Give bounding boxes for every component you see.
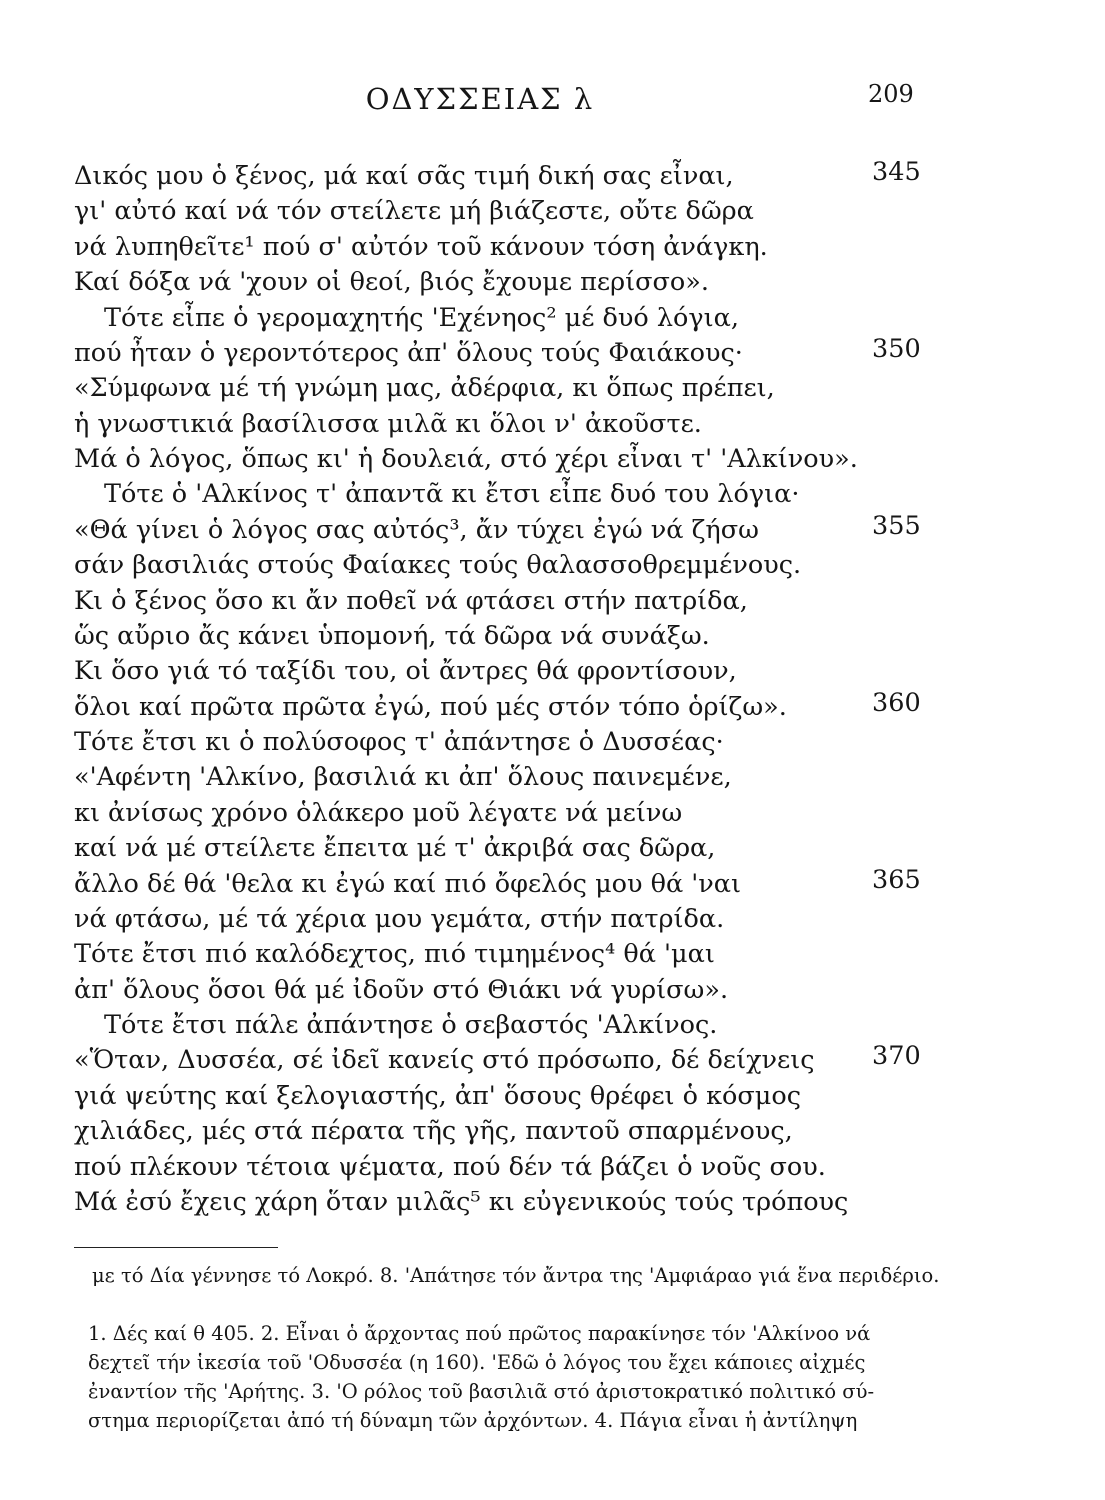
verse-line: ἀπ' ὅλους ὅσοι θά μέ ἰδοῦν στό Θιάκι νά γυρίσω». xyxy=(74,974,729,1005)
line-number: 350 xyxy=(872,333,921,364)
verse-line: ὥς αὔριο ἄς κάνει ὑπομονή, τά δῶρα νά συνάξω. xyxy=(74,620,710,651)
line-number: 370 xyxy=(872,1041,921,1072)
verse-line: Δικός μου ὁ ξένος, μά καί σᾶς τιμή δική σας εἶναι, xyxy=(74,161,734,191)
page-number: 209 xyxy=(868,80,914,108)
verse-line: νά φτάσω, μέ τά χέρια μου γεμάτα, στήν πατρίδα. xyxy=(74,903,725,934)
verse-line: Τότε ἔτσι κι ὁ πολύσοφος τ' ἀπάντησε ὁ Δυσσέας· xyxy=(74,727,724,758)
verse-line: Καί δόξα νά 'χουν οἱ θεοί, βιός ἔχουμε περίσσο». xyxy=(74,267,709,298)
line-number: 360 xyxy=(872,687,921,718)
footnote-line: ἐναντίον τῆς 'Αρήτης. 3. 'Ο ρόλος τοῦ βασιλιᾶ στό ἀριστοκρατικό πολιτικό σύ- xyxy=(88,1380,875,1403)
verse-line: νά λυπηθεῖτε¹ πού σ' αὐτόν τοῦ κάνουν τόση ἀνάγκη. xyxy=(74,231,768,262)
footnote-line: 1. Δές καί θ 405. 2. Εἶναι ὁ ἄρχοντας πού πρῶτος παρακίνησε τόν 'Αλκίνοο νά xyxy=(88,1322,871,1345)
verse-line: χιλιάδες, μές στά πέρατα τῆς γῆς, παντοῦ σπαρμένους, xyxy=(74,1116,793,1147)
verse-line: Μά ὁ λόγος, ὅπως κι' ἡ δουλειά, στό χέρι εἶναι τ' 'Αλκίνου». xyxy=(74,444,858,475)
line-number: 355 xyxy=(872,510,921,541)
verse-line: «Θά γίνει ὁ λόγος σας αὐτός³, ἄν τύχει ἐγώ νά ζήσω xyxy=(74,514,759,545)
verse-line: «Ὅταν, Δυσσέα, σέ ἰδεῖ κανείς στό πρόσωπο, δέ δείχνεις xyxy=(74,1045,815,1076)
line-number: 345 xyxy=(872,157,921,187)
verse-line: Κι ὁ ξένος ὅσο κι ἄν ποθεῖ νά φτάσει στήν πατρίδα, xyxy=(74,585,748,616)
verse-line: κι ἀνίσως χρόνο ὁλάκερο μοῦ λέγατε νά μείνω xyxy=(74,797,683,828)
verse-line: Τότε ἔτσι πάλε ἀπάντησε ὁ σεβαστός 'Αλκίνος. xyxy=(104,1010,718,1041)
verse-line: Τότε εἶπε ὁ γερομαχητής 'Εχένηος² μέ δυό λόγια, xyxy=(104,302,739,333)
verse-line: «'Αφέντη 'Αλκίνο, βασιλιά κι ἀπ' ὅλους παινεμένε, xyxy=(74,762,732,793)
verse-line: πού ἦταν ὁ γεροντότερος ἀπ' ὅλους τούς Φαιάκους· xyxy=(74,337,743,368)
footnote-line: στημα περιορίζεται ἀπό τή δύναμη τῶν ἀρχόντων. 4. Πάγια εἶναι ἡ ἀντίληψη xyxy=(88,1409,858,1432)
verse-line: Κι ὅσο γιά τό ταξίδι του, οἱ ἄντρες θά φροντίσουν, xyxy=(74,656,737,687)
verse-line: γι' αὐτό καί νά τόν στείλετε μή βιάζεστε, οὔτε δῶρα xyxy=(74,196,754,227)
verse-line: Τότε ὁ 'Αλκίνος τ' ἀπαντᾶ κι ἔτσι εἶπε δυό του λόγια· xyxy=(104,479,800,510)
verse-line: Μά ἐσύ ἔχεις χάρη ὅταν μιλᾶς⁵ κι εὐγενικούς τούς τρόπους xyxy=(74,1187,849,1217)
footnote-divider xyxy=(74,1247,278,1248)
footnote-line: με τό Δία γέννησε τό Λοκρό. 8. 'Απάτησε τόν ἄντρα της 'Αμφιάραο γιά ἕνα περιδέριο. xyxy=(92,1264,940,1287)
line-number: 365 xyxy=(872,864,921,895)
verse-line: καί νά μέ στείλετε ἔπειτα μέ τ' ἀκριβά σας δῶρα, xyxy=(74,833,716,864)
verse-line: ὅλοι καί πρῶτα πρῶτα ἐγώ, πού μές στόν τόπο ὁρίζω». xyxy=(74,691,787,722)
verse-line: πού πλέκουν τέτοια ψέματα, πού δέν τά βάζει ὁ νοῦς σου. xyxy=(74,1151,826,1182)
verse-line: σάν βασιλιάς στούς Φαίακες τούς θαλασσοθρεμμένους. xyxy=(74,550,802,581)
verse-line: «Σύμφωνα μέ τή γνώμη μας, ἀδέρφια, κι ὅπως πρέπει, xyxy=(74,373,775,404)
verse-line: ἄλλο δέ θά 'θελα κι ἐγώ καί πιό ὄφελός μου θά 'ναι xyxy=(74,868,742,899)
footnote-line: δεχτεῖ τήν ἱκεσία τοῦ 'Οδυσσέα (η 160). 'Εδῶ ὁ λόγος του ἔχει κάποιες αἰχμές xyxy=(88,1351,866,1374)
verse-line: Τότε ἔτσι πιό καλόδεχτος, πιό τιμημένος⁴ θά 'μαι xyxy=(74,939,715,970)
verse-line: γιά ψεύτης καί ξελογιαστής, ἀπ' ὅσους θρέφει ὁ κόσμος xyxy=(74,1080,801,1111)
verse-line: ἡ γνωστικιά βασίλισσα μιλᾶ κι ὅλοι ν' ἀκοῦστε. xyxy=(74,408,702,439)
running-header-title: ΟΔΥΣΣΕΙΑΣ λ xyxy=(365,82,595,116)
